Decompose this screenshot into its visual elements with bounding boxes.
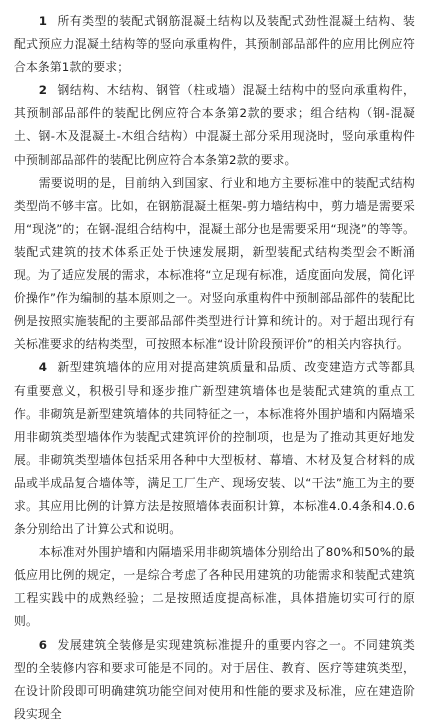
paragraph-4 — [14, 356, 415, 541]
paragraph-number: 6 — [38, 637, 48, 652]
paragraph-text: 需要说明的是，目前纳入到国家、行业和地方主要标准中的装配式结构类型尚不够丰富。比如，在钢筋混凝土框架-剪力墙结构中，剪力墙是需要采用“现浇”的；在钢-混组合结构中，混凝土部分也是需要采用“现浇”的等等。装配式建筑的技术体系正处于快速发展期，新型装配式结构类型会不断涌现。为了适应发展的需求，本标准将“立足现有标准，适度面向发展，简化评价操作”作为编制的基本原则之一。对竖向承重构件中预制部品部件的装配比例是按照实施装配的主要部品部件类型进行计算和统计的。对于超出现行有关标准要求的结构类型，可按照本标准“设计阶段预评价”的相关内容执行。 — [14, 175, 415, 352]
paragraph-text: 钢结构、木结构、钢管（柱或墙）混凝土结构中的竖向承重构件，其预制部品部件的装配比例应符合本条第2款的要求；组合结构（钢-混凝土、钢-木及混凝土-木组合结构）中混凝土部分采用现浇时，竖向承重构件中预制部品部件的装配比例应符合本条第2款的要求。 — [14, 83, 415, 167]
paragraph-text: 新型建筑墙体的应用对提高建筑质量和品质、改变建造方式等都具有重要意义，积极引导和逐步推广新型建筑墙体也是装配式建筑的重点工作。非砌筑是新型建筑墙体的共同特征之一，本标准将外围护墙和内隔墙采用非砌筑类型墙体作为装配式建筑评价的控制项，也是为了推动其更好地发展。非砌筑类型墙体包括采用各种中大型板材、幕墙、木材及复合材料的成品或半成品复合墙体等，满足工厂生产、现场安装、以“干法”施工为主的要求。其应用比例的计算方法是按照墙体表面积计算，本标准4.0.4条和4.0.6条分别给出了计算公式和说明。 — [14, 360, 415, 537]
paragraph-ratio-note — [14, 541, 415, 633]
paragraph-6 — [14, 634, 415, 726]
paragraph-text: 发展建筑全装修是实现建筑标准提升的重要内容之一。不同建筑类型的全装修内容和要求可能是不同的。对于居住、教育、医疗等建筑类型，在设计阶段即可明确建筑功能空间对使用和性能的要求及标准，应在建造阶段实现全 — [14, 637, 415, 721]
paragraph-text: 所有类型的装配式钢筋混凝土结构以及装配式劲性混凝土结构、装配式预应力混凝土结构等的竖向承重构件，其预制部品部件的应用比例应符合本条第1款的要求； — [14, 14, 415, 75]
paragraph-text: 本标准对外围护墙和内隔墙采用非砌筑墙体分别给出了80%和50%的最低应用比例的规定，一是综合考虑了各种民用建筑的功能需求和装配式建筑工程实践中的成熟经验；二是按照适度提高标准，具体措施切实可行的原则。 — [14, 545, 415, 629]
paragraph-number: 1 — [38, 14, 48, 28]
paragraph-1 — [14, 10, 415, 79]
paragraph-number: 4 — [38, 360, 48, 375]
paragraph-note — [14, 172, 415, 357]
paragraph-number: 2 — [38, 83, 48, 98]
paragraph-2 — [14, 79, 415, 171]
